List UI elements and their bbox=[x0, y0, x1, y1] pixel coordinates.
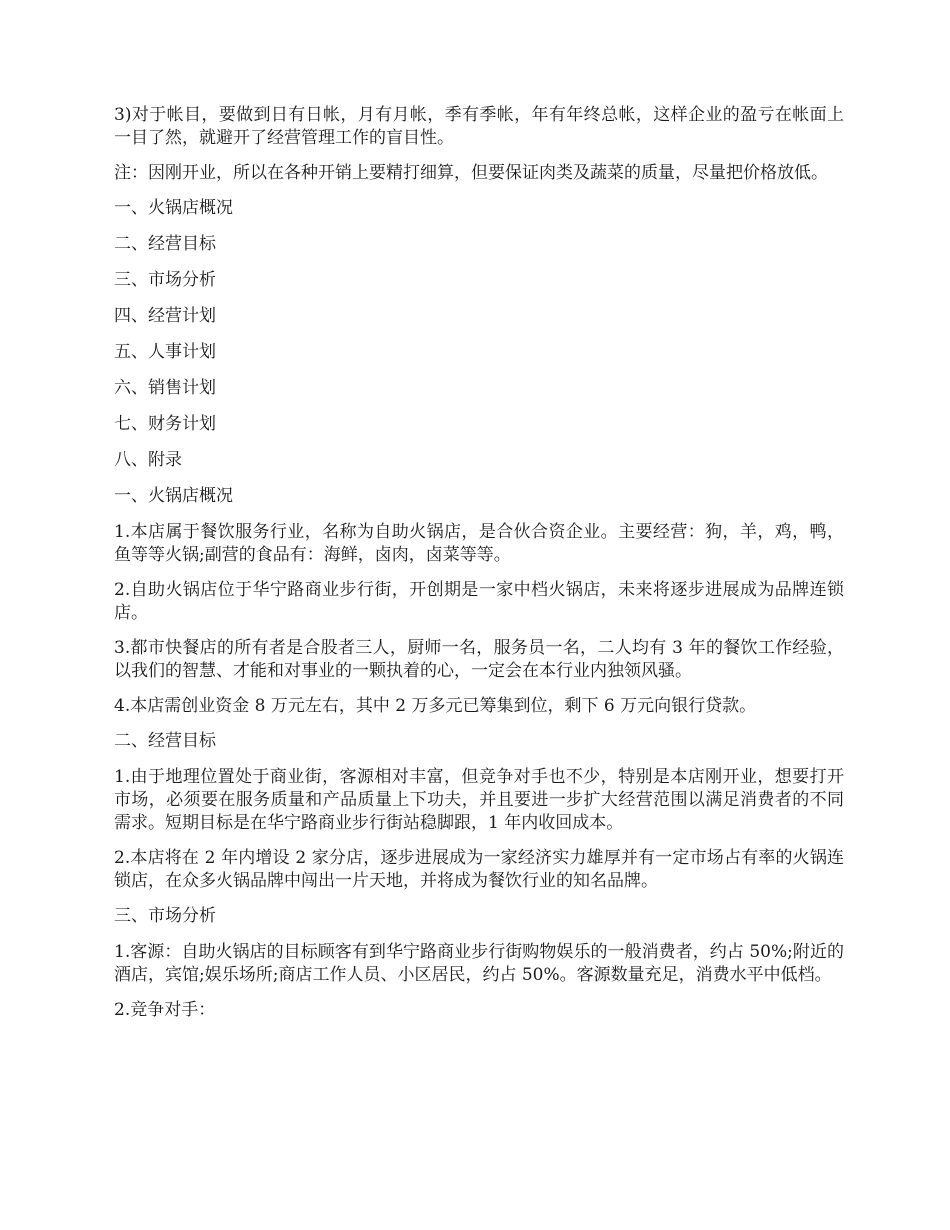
toc-item-operations: 四、经营计划 bbox=[114, 306, 216, 326]
paragraph-market-1: 1.客源：自助火锅店的目标顾客有到华宁路商业步行街购物娱乐的一般消费者，约占 50%;附近的酒店，宾馆;娱乐场所;商店工作人员、小区居民，约占 50%。客源数量充足，消费水平中低档。 bbox=[114, 942, 844, 985]
paragraph-overview-3: 3.都市快餐店的所有者是合股者三人，厨师一名，服务员一名，二人均有 3 年的餐饮工作经验，以我们的智慧、才能和对事业的一颗执着的心，一定会在本行业内独领风骚。 bbox=[114, 638, 844, 681]
section-heading-market: 三、市场分析 bbox=[114, 906, 216, 926]
paragraph-market-2: 2.竞争对手： bbox=[114, 1000, 216, 1020]
section-heading-goals: 二、经营目标 bbox=[114, 731, 216, 751]
paragraph-goals-2: 2.本店将在 2 年内增设 2 家分店，逐步进展成为一家经济实力雄厚并有一定市场占有率的火锅连锁店，在众多火锅品牌中闯出一片天地，并将成为餐饮行业的知名品牌。 bbox=[114, 848, 844, 891]
toc-item-goals: 二、经营目标 bbox=[114, 234, 216, 254]
toc-item-finance: 七、财务计划 bbox=[114, 414, 216, 434]
paragraph-overview-4: 4.本店需创业资金 8 万元左右，其中 2 万多元已筹集到位，剩下 6 万元向银行贷款。 bbox=[114, 696, 757, 716]
paragraph-note: 注：因刚开业，所以在各种开销上要精打细算，但要保证肉类及蔬菜的质量，尽量把价格放低。 bbox=[114, 163, 828, 183]
toc-item-market: 三、市场分析 bbox=[114, 270, 216, 290]
paragraph-accounting: 3)对于帐目，要做到日有日帐，月有月帐，季有季帐，年有年终总帐，这样企业的盈亏在帐面上一目了然，就避开了经营管理工作的盲目性。 bbox=[114, 105, 844, 148]
document-page bbox=[114, 104, 844, 1034]
toc-item-sales: 六、销售计划 bbox=[114, 378, 216, 398]
section-heading-overview: 一、火锅店概况 bbox=[114, 486, 233, 506]
paragraph-overview-1: 1.本店属于餐饮服务行业，名称为自助火锅店，是合伙合资企业。主要经营：狗，羊，鸡，鸭，鱼等等火锅;副营的食品有：海鲜，卤肉，卤菜等等。 bbox=[114, 522, 844, 565]
paragraph-goals-1: 1.由于地理位置处于商业街，客源相对丰富，但竞争对手也不少，特别是本店刚开业，想要打开市场，必须要在服务质量和产品质量上下功夫，并且要进一步扩大经营范围以满足消费者的不同需求。短期目标是在华宁路商业步行街站稳脚跟，1 年内收回成本。 bbox=[114, 767, 844, 833]
paragraph-overview-2: 2.自助火锅店位于华宁路商业步行街，开创期是一家中档火锅店，未来将逐步进展成为品牌连锁店。 bbox=[114, 580, 844, 623]
toc-item-personnel: 五、人事计划 bbox=[114, 342, 216, 362]
toc-item-appendix: 八、附录 bbox=[114, 450, 182, 470]
toc-item-overview: 一、火锅店概况 bbox=[114, 198, 233, 218]
